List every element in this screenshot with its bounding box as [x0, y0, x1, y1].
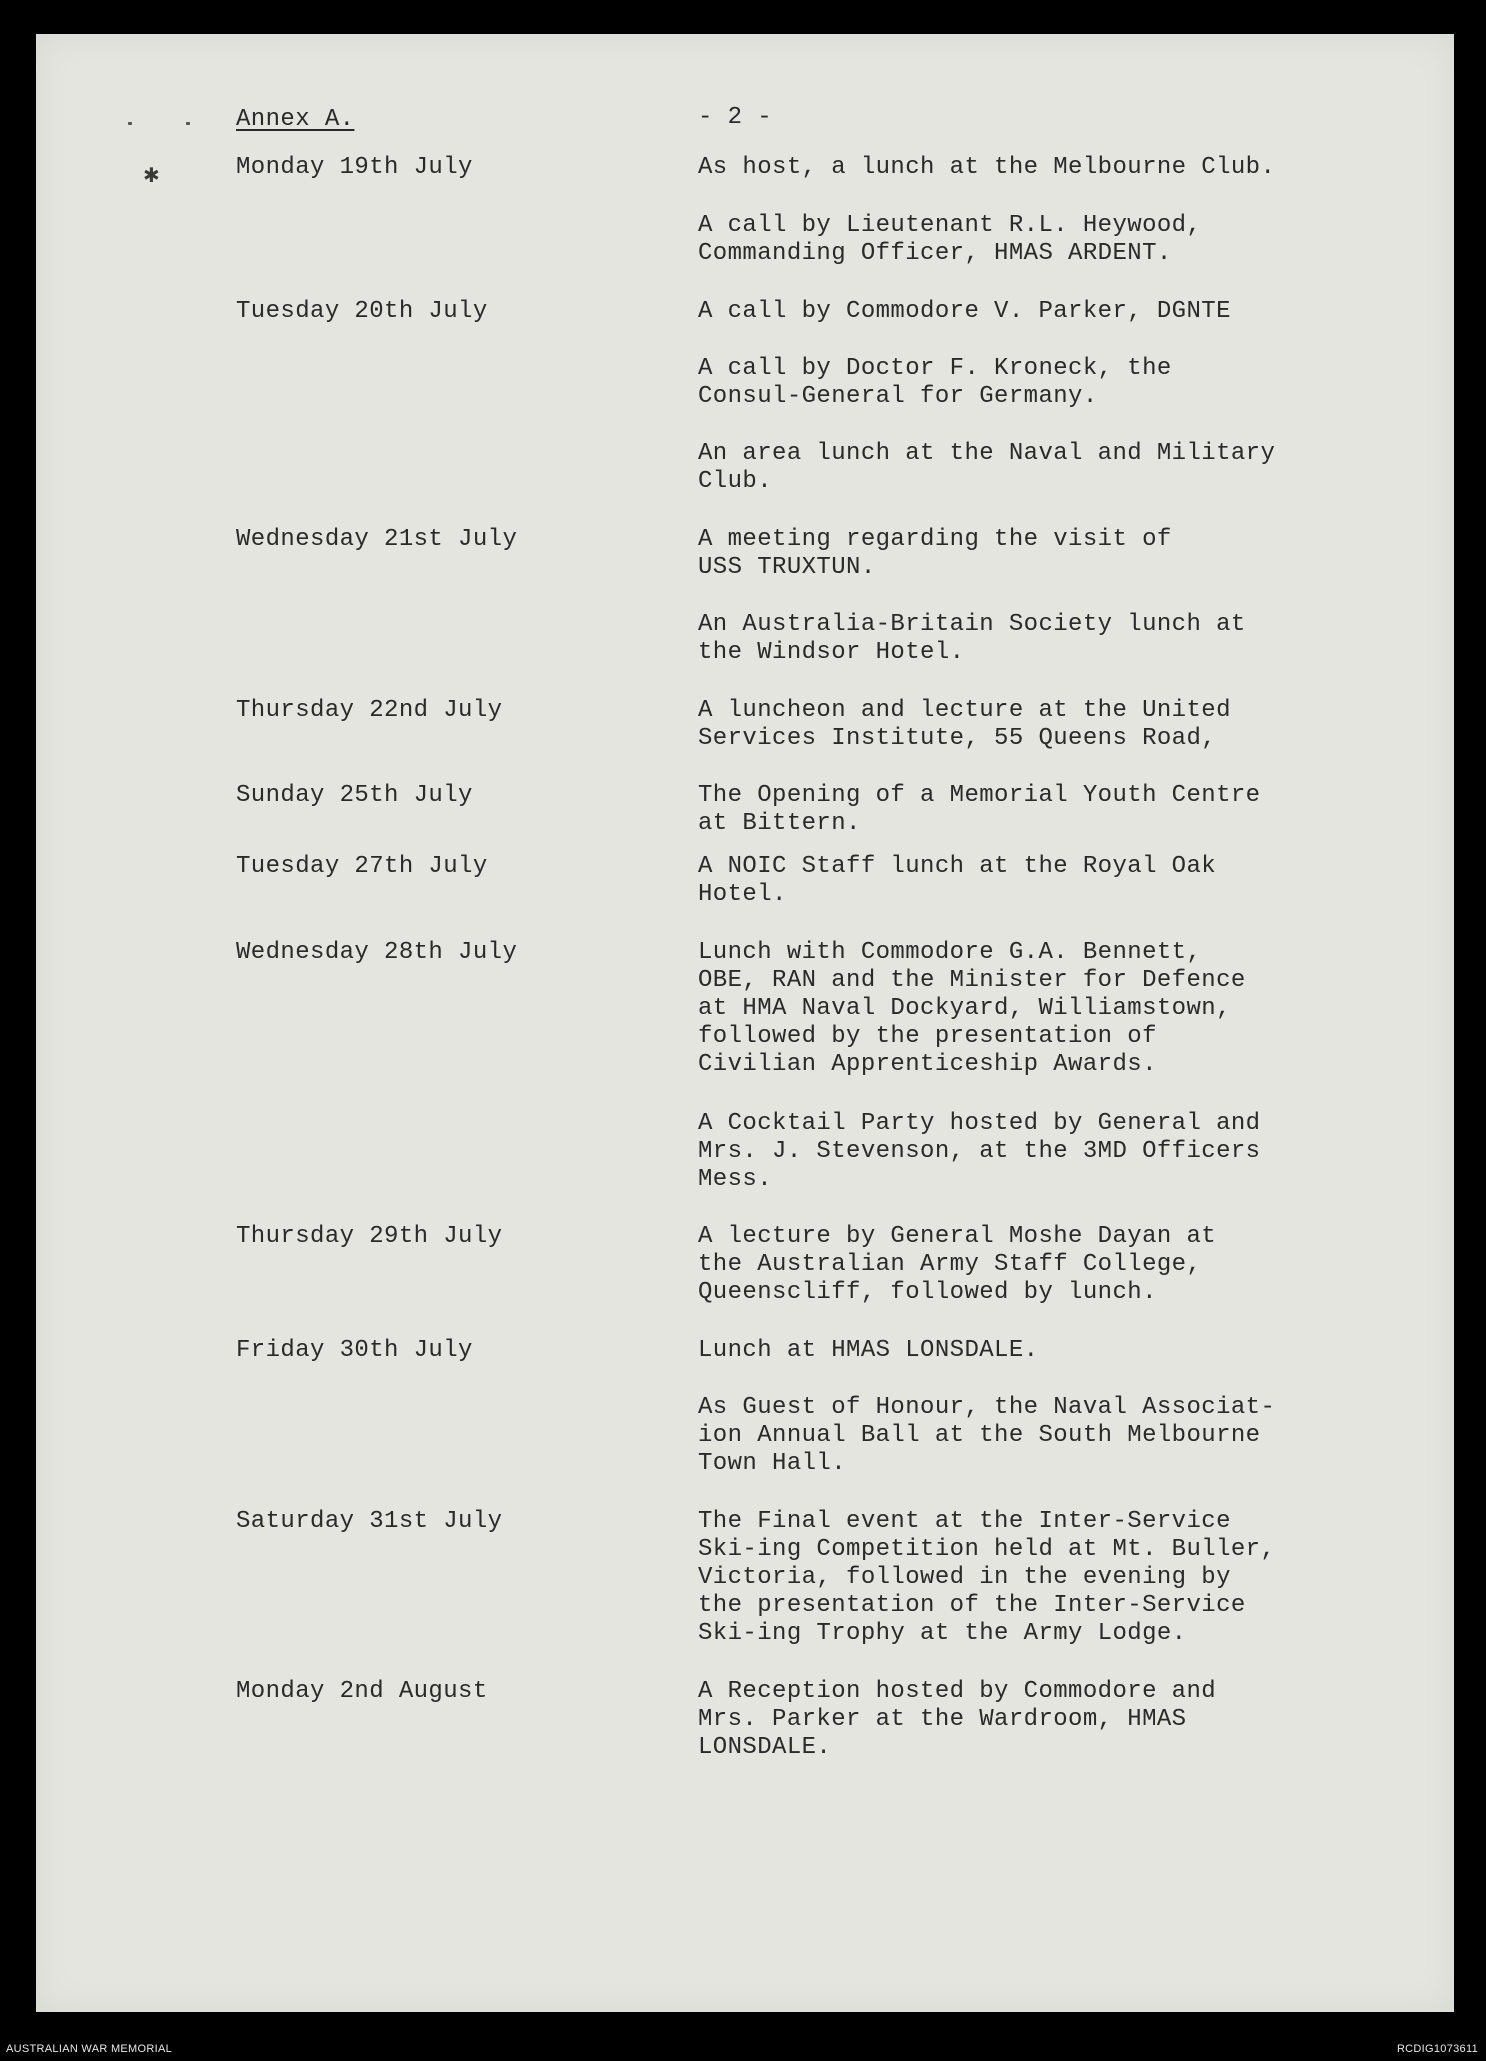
entry-item: A Cocktail Party hosted by General and Mrs. J. Stevenson, at the 3MD Officers Mess. — [698, 1110, 1261, 1193]
entry-item: An Australia-Britain Society lunch at the Windsor Hotel. — [698, 611, 1246, 666]
entry-item: Lunch with Commodore G.A. Bennett, OBE, RAN and the Minister for Defence at HMA Naval Dockyard, Williamstown, followed by the presentation of Civilian Apprenticeship Awards. — [698, 939, 1246, 1078]
archive-credit: AUSTRALIAN WAR MEMORIAL — [6, 2043, 173, 2055]
entry-date: Tuesday 27th July — [236, 853, 488, 880]
entry-date: Sunday 25th July — [236, 782, 473, 809]
document-page — [36, 34, 1454, 2012]
entry-item: A call by Commodore V. Parker, DGNTE — [698, 298, 1231, 325]
entry-item: A lecture by General Moshe Dayan at the Australian Army Staff College, Queenscliff, followed by lunch. — [698, 1223, 1217, 1306]
entry-date: Saturday 31st July — [236, 1508, 503, 1535]
entry-date: Tuesday 20th July — [236, 298, 488, 325]
entry-date: Friday 30th July — [236, 1337, 473, 1364]
entry-date: Thursday 22nd July — [236, 697, 503, 724]
entry-item: The Final event at the Inter-Service Ski-ing Competition held at Mt. Buller, Victoria, followed in the evening by the presentation of the Inter-Service Ski-ing Trophy at the Army Lodge. — [698, 1508, 1276, 1647]
entry-date: Thursday 29th July — [236, 1223, 503, 1250]
entry-item: A call by Lieutenant R.L. Heywood, Commanding Officer, HMAS ARDENT. — [698, 212, 1202, 267]
entry-item: As Guest of Honour, the Naval Associat- ion Annual Ball at the South Melbourne Town Hall. — [698, 1394, 1276, 1477]
entry-item: A Reception hosted by Commodore and Mrs. Parker at the Wardroom, HMAS LONSDALE. — [698, 1678, 1217, 1761]
entry-date: Monday 2nd August — [236, 1678, 488, 1705]
entry-item: The Opening of a Memorial Youth Centre at Bittern. — [698, 782, 1261, 837]
entry-item: A NOIC Staff lunch at the Royal Oak Hotel. — [698, 853, 1217, 908]
entry-item: An area lunch at the Naval and Military Club. — [698, 440, 1276, 495]
entry-item: A luncheon and lecture at the United Services Institute, 55 Queens Road, — [698, 697, 1231, 752]
paper-speck — [186, 122, 190, 125]
entry-item: A call by Doctor F. Kroneck, the Consul-General for Germany. — [698, 355, 1172, 410]
entry-date: Wednesday 21st July — [236, 526, 518, 553]
annex-label: Annex A. — [236, 106, 355, 133]
entry-date: Monday 19th July — [236, 154, 473, 181]
record-id: RCDIG1073611 — [1396, 2043, 1478, 2055]
entry-item: As host, a lunch at the Melbourne Club. — [698, 154, 1276, 181]
entry-date: Wednesday 28th July — [236, 939, 518, 966]
entry-item: Lunch at HMAS LONSDALE. — [698, 1337, 1039, 1364]
punch-hole-icon: ✱ — [143, 163, 160, 187]
paper-speck — [128, 122, 132, 125]
entry-item: A meeting regarding the visit of USS TRUXTUN. — [698, 526, 1172, 581]
page-number: - 2 - — [698, 104, 773, 131]
